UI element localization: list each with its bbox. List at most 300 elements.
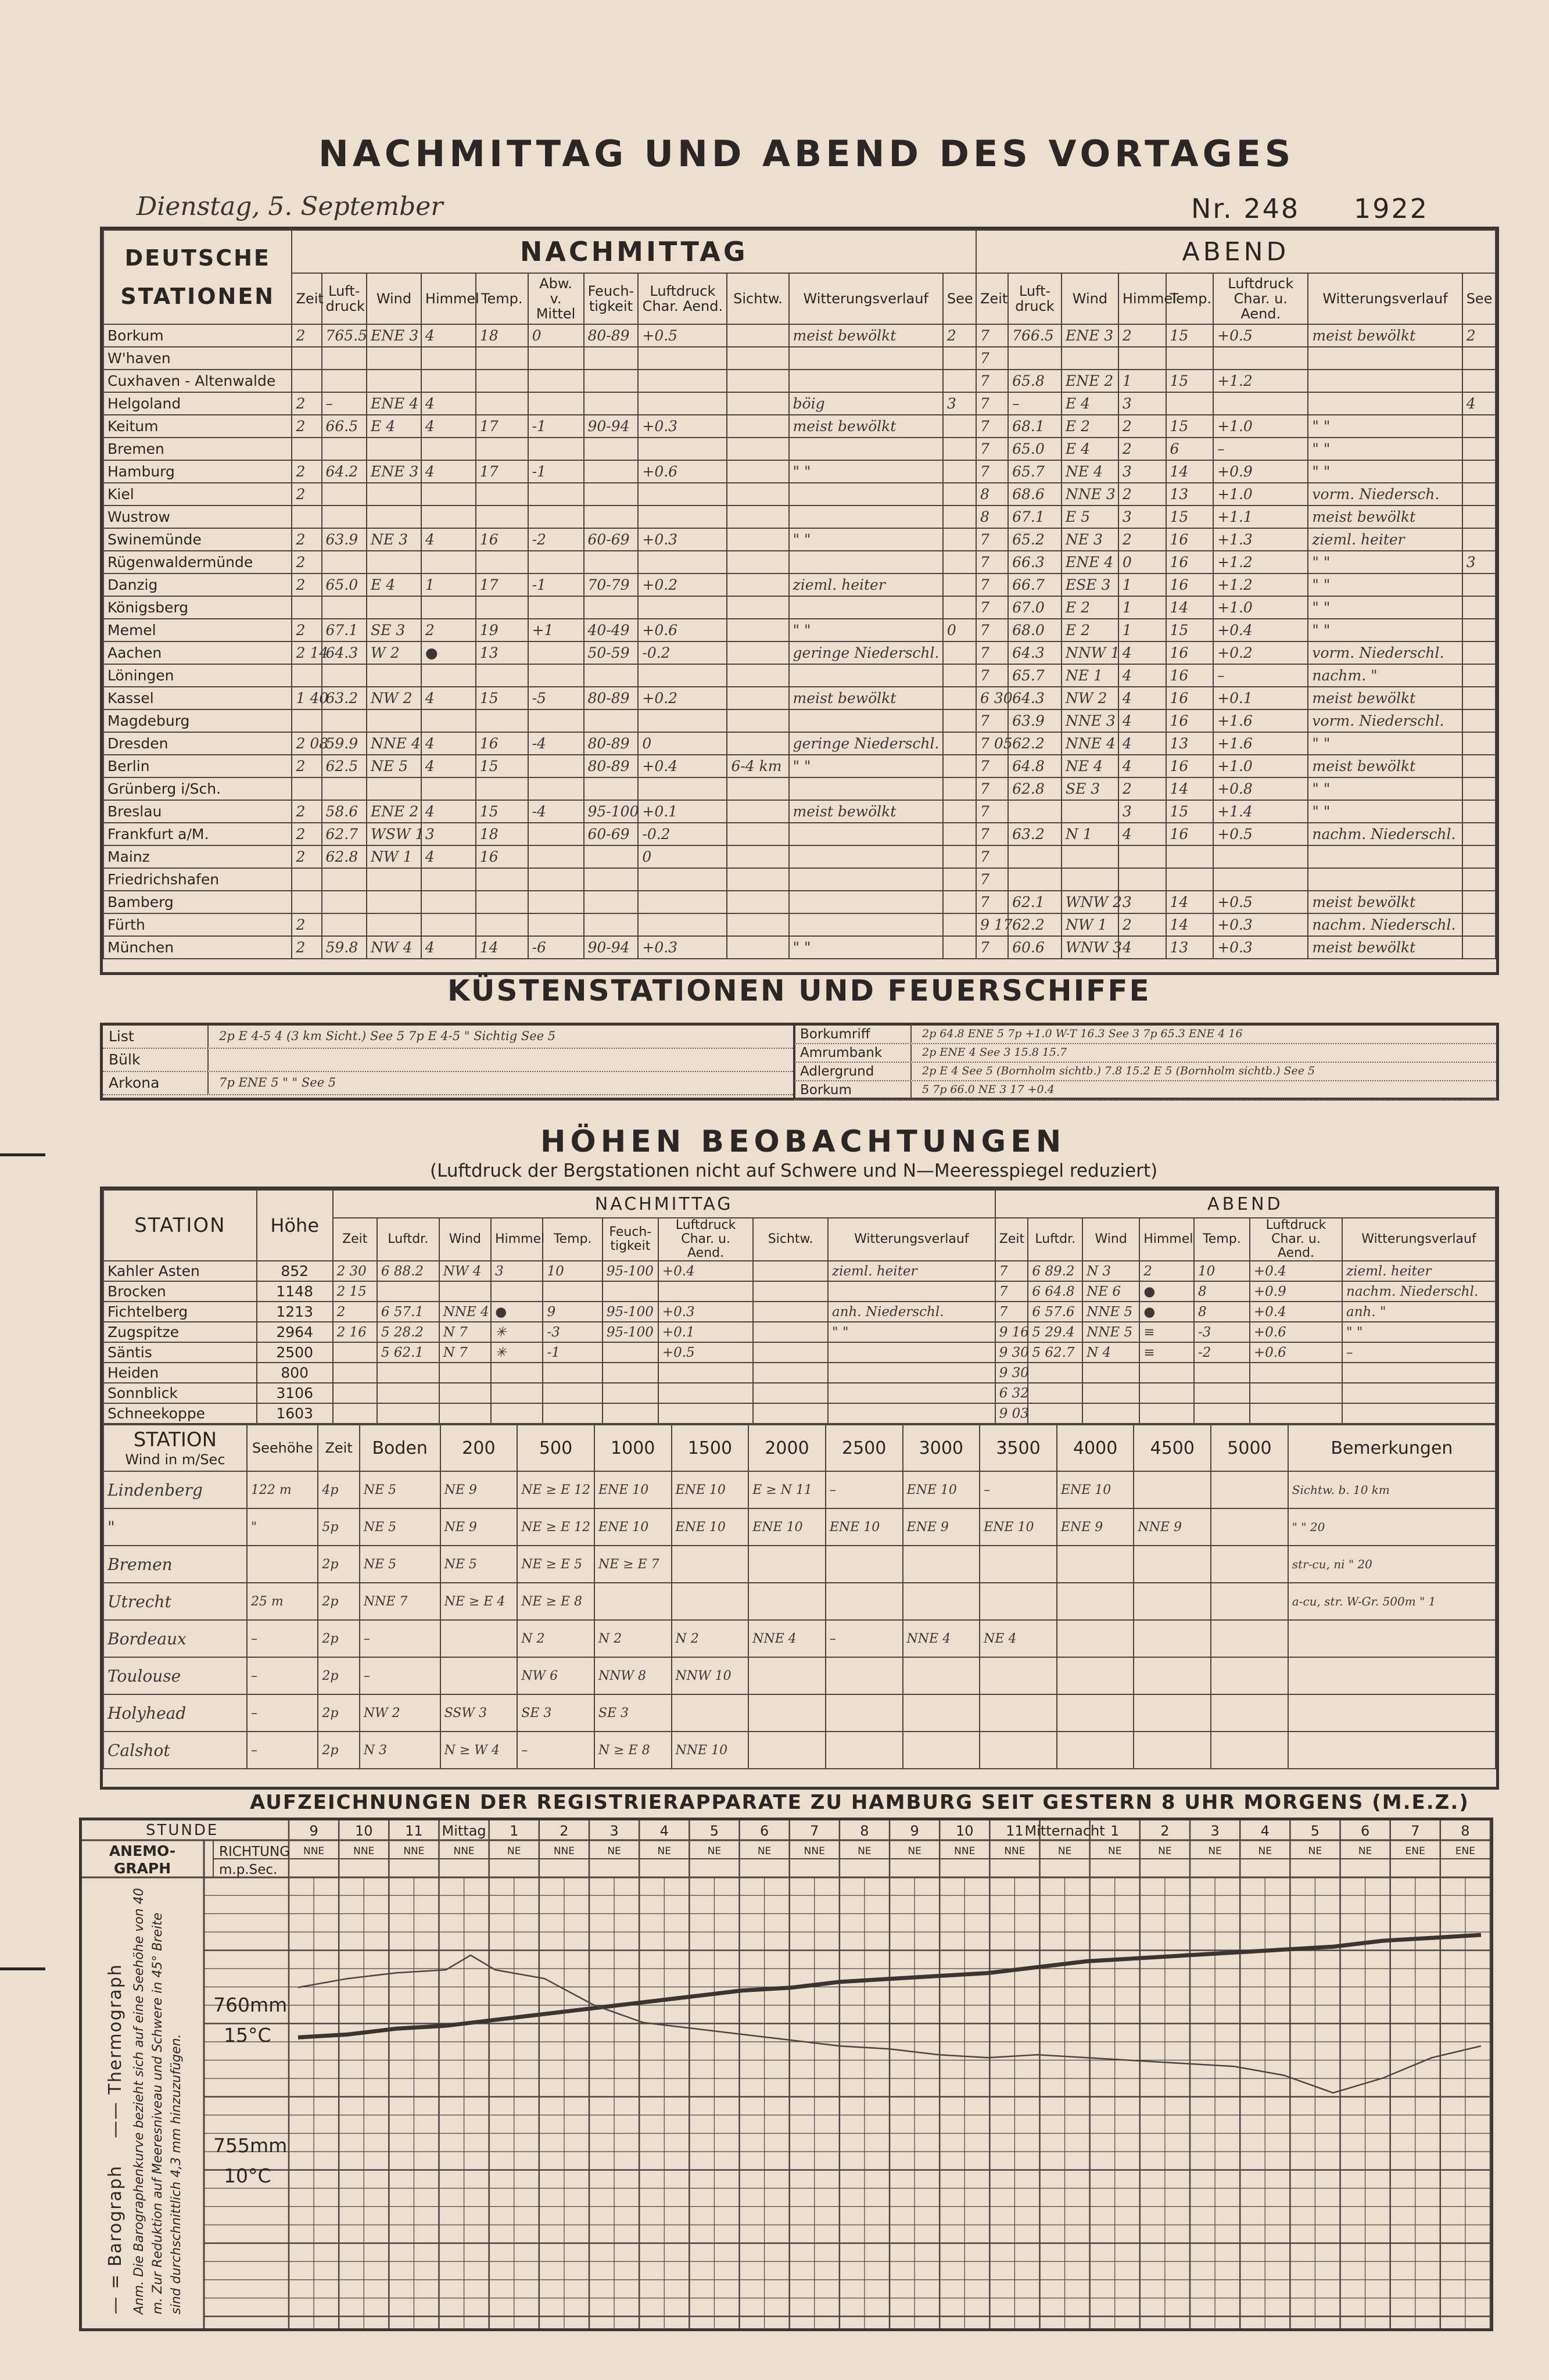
hour-label: 8 [1461,1823,1470,1839]
abend-cell: meist bewölkt [1308,687,1462,709]
mps-label: m.p.Sec. [219,1862,278,1877]
station-name: Breslau [103,800,292,823]
wind-cell: NE ≥ E 5 [517,1546,594,1583]
stations-header-line2: STATIONEN [120,284,275,309]
abend-cell [1118,845,1166,868]
hoehen-nachmittag-cell: +0.5 [658,1342,754,1363]
abend-cell: 14 [1166,596,1214,619]
hoehen-nachmittag-cell [543,1363,602,1383]
abend-cell: 14 [1166,777,1214,800]
hour-label: 9 [910,1823,919,1839]
abend-cell: 66.3 [1008,551,1062,574]
hoehen-nachmittag-cell: 2 16 [333,1322,377,1342]
nachmittag-cell [528,823,584,845]
abend-cell: 13 [1166,732,1214,755]
abend-cell: 6 30 [976,687,1008,709]
nachmittag-cell [943,551,976,574]
wind-cell: NE 9 [440,1508,518,1546]
nachmittag-cell [727,596,788,619]
hoehen-row [103,1403,1496,1424]
nachmittag-cell [292,347,321,370]
nachmittag-cell [727,732,788,755]
wind-cell [1057,1732,1134,1769]
nachmittag-cell [421,777,476,800]
nachmittag-cell: ENE 3 [367,324,421,347]
abend-cell: WNW 3 [1062,936,1118,959]
hoehen-nachmittag-cell [543,1403,602,1424]
wind-cell: E ≥ N 11 [748,1471,826,1508]
nachmittag-cell [528,709,584,732]
nachmittag-cell [367,551,421,574]
wind-direction: NNE [804,1845,825,1857]
nachmittag-cell: 17 [476,574,528,596]
abend-cell [1308,370,1462,392]
nachmittag-cell: 80-89 [584,687,639,709]
nachmittag-cell: 64.3 [322,641,367,664]
hoehen-station-name: Heiden [103,1363,257,1383]
station-name: Mainz [103,845,292,868]
nachmittag-cell: 13 [476,641,528,664]
nachmittag-cell [322,347,367,370]
nachmittag-cell [528,891,584,913]
nachmittag-cell: 2 [292,755,321,777]
nachmittag-cell [789,845,943,868]
hoehen-nachmittag-cell: 10 [543,1261,602,1281]
nachmittag-cell [638,709,727,732]
abend-cell: nachm. Niederschl. [1308,913,1462,936]
hoehen-abend-cell [1342,1403,1496,1424]
nachmittag-cell [367,596,421,619]
wind-cell [903,1546,980,1583]
hoehen-col-a-2: Wind [1082,1218,1139,1261]
hour-label: 7 [810,1823,819,1839]
wind-cell: NE 4 [980,1620,1057,1657]
hoehen-nachmittag-cell [491,1383,543,1403]
hoehen-col-a-3: Himmel [1139,1218,1194,1261]
station-row [103,755,1496,777]
nachmittag-cell [943,777,976,800]
nachmittag-cell [584,664,639,687]
abend-cell [1462,687,1496,709]
nachmittag-cell: +0.2 [638,574,727,596]
hoehen-abend-cell [1028,1383,1082,1403]
wind-cell [903,1657,980,1694]
abend-cell: 16 [1166,551,1214,574]
nachmittag-cell: -4 [528,732,584,755]
hoehen-nachmittag-cell [828,1281,995,1302]
abend-cell: NNE 3 [1062,709,1118,732]
hour-label: 1 [1110,1823,1120,1839]
wind-row [103,1583,1496,1620]
nachmittag-cell [322,913,367,936]
abend-cell: 7 [976,619,1008,641]
hour-label: Mittag [442,1823,486,1839]
nachmittag-cell [789,483,943,506]
nachmittag-cell: geringe Niederschl. [789,732,943,755]
abend-cell: +1.0 [1213,415,1308,438]
hour-label: 1 [510,1823,519,1839]
wind-cell: ENE 10 [748,1508,826,1546]
wind-cell: – [247,1694,318,1732]
nachmittag-cell: 80-89 [584,732,639,755]
hoehen-row [103,1383,1496,1403]
nachmittag-cell [584,868,639,891]
nachmittag-cell [943,868,976,891]
wind-col-13: 5000 [1211,1425,1288,1471]
wind-direction: NE [607,1845,621,1857]
nachmittag-cell [789,347,943,370]
nachmittag-cell [584,506,639,528]
abend-cell: +1.1 [1213,506,1308,528]
nachmittag-cell: -1 [528,574,584,596]
nachmittag-cell [421,370,476,392]
hoehen-altitude: 3106 [257,1383,333,1403]
nachmittag-cell: 62.7 [322,823,367,845]
hoehen-nachmittag-cell [603,1363,658,1383]
abend-cell: 7 [976,936,1008,959]
nachmittag-cell [727,528,788,551]
wind-cell: – [247,1657,318,1694]
nachmittag-cell [528,641,584,664]
nachmittag-cell: 16 [476,732,528,755]
nachmittag-cell: " " [789,936,943,959]
nachmittag-cell [421,891,476,913]
kuesten-station: Amrumbank [800,1045,883,1060]
wind-cell: NNE 10 [672,1732,749,1769]
nachmittag-cell [727,483,788,506]
nachmittag-cell [943,755,976,777]
abend-cell [1166,868,1214,891]
nachmittag-cell: 62.5 [322,755,367,777]
abend-cell: 67.0 [1008,596,1062,619]
nachmittag-cell: +0.3 [638,528,727,551]
nachmittag-cell [943,845,976,868]
hoehen-abend-cell [1139,1403,1194,1424]
abend-cell: – [1008,392,1062,415]
nachmittag-cell: 60-69 [584,528,639,551]
hour-label: 6 [1360,1823,1370,1839]
wind-cell: ENE 10 [980,1508,1057,1546]
abend-cell [1166,392,1214,415]
nachmittag-cell [584,709,639,732]
wind-cell [1134,1732,1211,1769]
abend-cell: 4 [1118,641,1166,664]
nachmittag-cell [367,868,421,891]
nachmittag-cell [421,483,476,506]
hoehen-altitude: 2964 [257,1322,333,1342]
wind-cell [1134,1583,1211,1620]
kuesten-left-block [103,1026,795,1098]
abend-cell [1062,347,1118,370]
station-row [103,551,1496,574]
nachmittag-cell [943,641,976,664]
hoehen-nachmittag-header: NACHMITTAG [333,1190,995,1218]
nachmittag-cell [322,891,367,913]
main-col-a-7: See [1462,273,1496,324]
wind-direction: NE [757,1845,772,1857]
abend-cell: +0.3 [1213,936,1308,959]
wind-cell: NE ≥ E 12 [517,1471,594,1508]
wind-col-8: 2500 [826,1425,903,1471]
wind-cell: – [826,1620,903,1657]
hoehen-abend-cell [1342,1383,1496,1403]
wind-cell [1211,1546,1288,1583]
abend-cell: +0.1 [1213,687,1308,709]
hour-label: 2 [560,1823,569,1839]
wind-cell: NE 5 [360,1508,440,1546]
margin-mark [0,1967,45,1970]
nachmittag-cell: 2 [292,800,321,823]
nachmittag-cell [943,438,976,460]
wind-cell [1211,1657,1288,1694]
kuesten-note: 5 7p 66.0 NE 3 17 +0.4 [922,1083,1055,1096]
nachmittag-cell: meist bewölkt [789,415,943,438]
hoehen-table [103,1189,1496,1424]
hoehen-title: HÖHEN BEOBACHTUNGEN [540,1124,1066,1159]
nachmittag-cell: " " [789,460,943,483]
nachmittag-cell [727,936,788,959]
nachmittag-cell [528,347,584,370]
hoehen-abend-cell: N 3 [1082,1261,1139,1281]
hoehen-nachmittag-cell [753,1363,828,1383]
nachmittag-cell: " " [789,528,943,551]
abend-cell: zieml. heiter [1308,528,1462,551]
abend-cell: 7 [976,460,1008,483]
nachmittag-cell [943,800,976,823]
abend-cell: 7 [976,845,1008,868]
nachmittag-cell [476,370,528,392]
abend-cell [1062,845,1118,868]
abend-cell: " " [1308,777,1462,800]
wind-unit-label: Wind in m/Sec [125,1451,225,1468]
abend-cell: 62.1 [1008,891,1062,913]
abend-cell: 7 [976,664,1008,687]
hoehen-abend-cell: +0.9 [1250,1281,1342,1302]
hoehen-col-n-6: Luftdruck Char. u. Aend. [658,1218,754,1261]
hoehen-abend-cell [1028,1363,1082,1383]
registrier-title: AUFZEICHNUNGEN DER REGISTRIERAPPARATE ZU HAMBURG SEIT GESTERN 8 UHR MORGENS (M.E.Z.) [250,1791,1469,1814]
abend-cell [1166,845,1214,868]
abend-cell: " " [1308,574,1462,596]
nachmittag-cell: 58.6 [322,800,367,823]
nachmittag-cell [789,709,943,732]
abend-cell: NNW 1 [1062,641,1118,664]
nachmittag-cell [528,777,584,800]
abend-cell: +1.0 [1213,483,1308,506]
abend-cell: 3 [1462,551,1496,574]
hour-label: 7 [1411,1823,1420,1839]
abend-cell: 68.6 [1008,483,1062,506]
abend-cell: 1 [1118,370,1166,392]
station-name: Friedrichshafen [103,868,292,891]
hoehen-nachmittag-cell: 95-100 [603,1302,658,1322]
nachmittag-cell [476,868,528,891]
wind-station-label: STATION [133,1428,217,1451]
main-col-a-2: Wind [1062,273,1118,324]
wind-station-name: Bremen [103,1546,247,1583]
main-col-n-5: Abw. v. Mittel [528,273,584,324]
wind-cell: ENE 10 [672,1508,749,1546]
nachmittag-cell: 63.2 [322,687,367,709]
nachmittag-cell [638,891,727,913]
hoehen-nachmittag-cell [333,1383,377,1403]
abend-cell: 7 [976,777,1008,800]
abend-cell: meist bewölkt [1308,506,1462,528]
abend-cell: 2 [1118,324,1166,347]
hour-label: Mitternacht [1024,1823,1105,1839]
nachmittag-cell [789,823,943,845]
abend-cell [1213,868,1308,891]
wind-cell [1288,1657,1496,1694]
kuesten-title: KÜSTENSTATIONEN UND FEUERSCHIFFE [447,974,1151,1008]
station-name: Frankfurt a/M. [103,823,292,845]
abend-cell [1462,506,1496,528]
nachmittag-cell: ENE 3 [367,460,421,483]
nachmittag-cell [367,709,421,732]
hoehen-abend-cell: 7 [995,1281,1028,1302]
hoehen-nachmittag-cell: +0.4 [658,1261,754,1281]
nachmittag-cell [528,664,584,687]
nachmittag-cell: 18 [476,823,528,845]
main-col-n-4: Temp. [476,273,528,324]
abend-cell: NNE 4 [1062,732,1118,755]
nachmittag-cell: -6 [528,936,584,959]
nachmittag-cell [789,913,943,936]
kuesten-separator [910,1044,912,1062]
nachmittag-cell [528,755,584,777]
abend-cell: meist bewölkt [1308,755,1462,777]
nachmittag-cell [789,551,943,574]
abend-cell: 65.2 [1008,528,1062,551]
wind-cell: N ≥ E 8 [594,1732,672,1769]
hoehen-nachmittag-cell [828,1342,995,1363]
nachmittag-cell [638,506,727,528]
registrier-chart [82,1820,1490,2328]
kuesten-row [794,1026,1496,1044]
hoehen-abend-cell [1250,1383,1342,1403]
hoehen-col-a-5: Luftdruck Char. u. Aend. [1250,1218,1342,1261]
wind-cell: 122 m [247,1471,318,1508]
abend-cell: 62.8 [1008,777,1062,800]
nachmittag-cell: WSW 1 [367,823,421,845]
wind-cell [1211,1508,1288,1546]
abend-cell: 4 [1118,709,1166,732]
abend-cell: 3 [1118,891,1166,913]
wind-cell: 2p [318,1657,359,1694]
station-row [103,823,1496,845]
kuesten-left-rows [103,1026,793,1095]
nachmittag-cell [584,596,639,619]
hoehen-abend-cell: 6 89.2 [1028,1261,1082,1281]
abend-cell: 7 [976,823,1008,845]
hoehen-nachmittag-cell [491,1403,543,1424]
hoehen-nachmittag-cell: N 7 [439,1322,491,1342]
hoehen-nachmittag-cell [828,1403,995,1424]
nachmittag-cell: 15 [476,687,528,709]
station-row [103,347,1496,370]
station-name: Kiel [103,483,292,506]
wind-direction: NNE [303,1845,325,1857]
wind-cell: – [517,1732,594,1769]
hoehen-abend-cell: ≡ [1139,1322,1194,1342]
kuesten-row [794,1081,1496,1100]
nachmittag-cell: -1 [528,415,584,438]
nachmittag-cell [727,777,788,800]
nachmittag-cell [367,483,421,506]
hoehen-row [103,1322,1496,1342]
nachmittag-cell [476,709,528,732]
main-col-n-0: Zeit [292,273,321,324]
abend-cell: vorm. Niederschl. [1308,709,1462,732]
nachmittag-cell [292,506,321,528]
wind-cell: 2p [318,1732,359,1769]
hoehen-nachmittag-cell: zieml. heiter [828,1261,995,1281]
hoehen-abend-cell: 7 [995,1302,1028,1322]
abend-cell: ENE 2 [1062,370,1118,392]
nachmittag-cell: 70-79 [584,574,639,596]
nachmittag-cell [476,438,528,460]
nachmittag-cell [943,596,976,619]
abend-cell: 7 05 [976,732,1008,755]
nachmittag-cell: 14 [476,936,528,959]
wind-station-name: Bordeaux [103,1620,247,1657]
hoehen-abend-cell: +0.4 [1250,1261,1342,1281]
hoehen-altitude: 1148 [257,1281,333,1302]
nachmittag-cell: 4 [421,936,476,959]
abend-cell: 6 [1166,438,1214,460]
hoehen-nachmittag-cell [753,1261,828,1281]
kuesten-station: List [109,1028,134,1045]
wind-cell [1288,1732,1496,1769]
wind-row [103,1732,1496,1769]
nachmittag-cell: 0 [528,324,584,347]
nachmittag-cell [584,460,639,483]
nachmittag-cell: 2 [292,574,321,596]
nachmittag-cell: +0.6 [638,619,727,641]
nachmittag-cell: 2 [421,619,476,641]
abend-cell: 15 [1166,324,1214,347]
hoehen-nachmittag-cell [658,1403,754,1424]
y-label-760: 760mm [213,1994,288,2016]
station-name: Fürth [103,913,292,936]
abend-cell: +0.4 [1213,619,1308,641]
nachmittag-cell: ENE 2 [367,800,421,823]
nachmittag-cell: -5 [528,687,584,709]
station-name: Königsberg [103,596,292,619]
wind-cell [980,1732,1057,1769]
abend-cell: 65.7 [1008,664,1062,687]
abend-cell: 16 [1166,755,1214,777]
wind-direction: NE [1308,1845,1322,1857]
abend-cell: 4 [1118,823,1166,845]
hoehen-nachmittag-cell [377,1403,439,1424]
nachmittag-cell [727,823,788,845]
hoehen-col-n-2: Wind [439,1218,491,1261]
wind-cell: 2p [318,1620,359,1657]
nachmittag-cell: böig [789,392,943,415]
wind-cell [1211,1732,1288,1769]
nachmittag-cell [727,641,788,664]
abend-cell [1462,845,1496,868]
hoehen-altitude: 2500 [257,1342,333,1363]
hoehen-row [103,1302,1496,1322]
station-row [103,732,1496,755]
hoehen-abend-cell: 9 16 [995,1322,1028,1342]
abend-cell: 7 [976,392,1008,415]
wind-row [103,1657,1496,1694]
abend-cell [1462,370,1496,392]
hoehen-altitude: 1213 [257,1302,333,1322]
